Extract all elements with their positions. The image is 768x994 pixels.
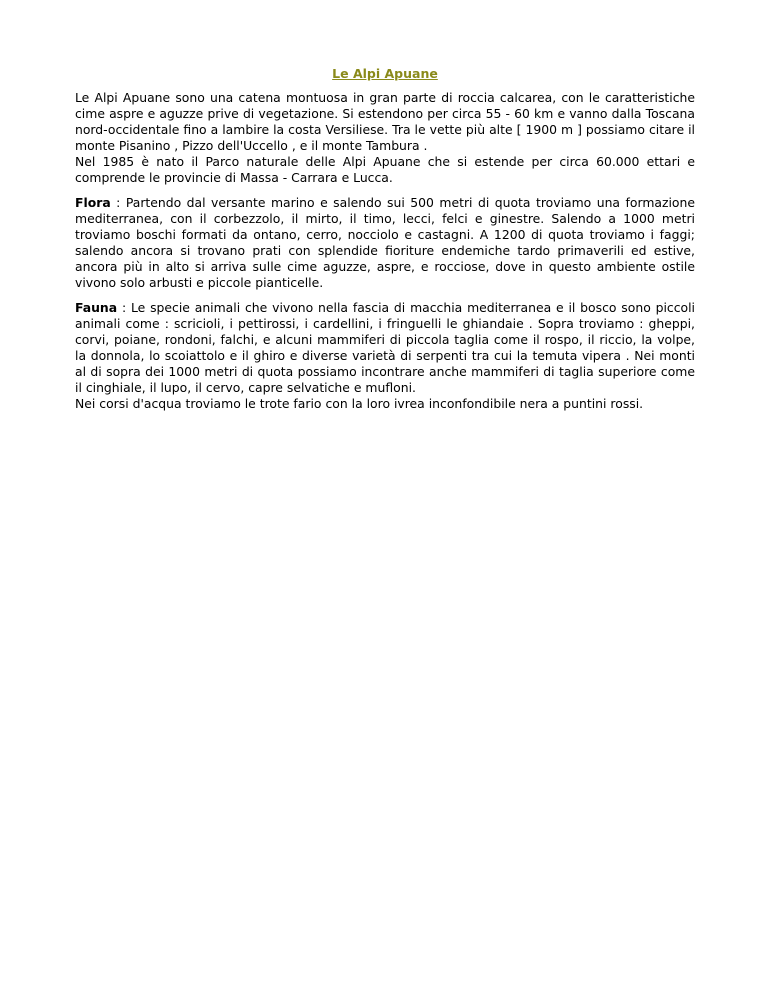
intro-paragraph: [75, 90, 695, 186]
flora-text: : Partendo dal versante marino e salendo sui 500 metri di quota troviamo una formazione mediterranea, con il corbezzolo, il mirto, il timo, lecci, felci e ginestre. Salendo a 1000 metri troviamo boschi formati da ontano, cerro, nocciolo e castagni. A 1200 di quota troviamo i faggi; salendo ancora si trovano prati con splendide fioriture endemiche tardo primaverili ed estive, ancora più in alto si arriva sulle cime aguzze, aspre, e rocciose, dove in questo ambiente ostile vivono solo arbusti e piccole pianticelle.: [75, 195, 695, 290]
fauna-heading: Fauna: [75, 300, 118, 315]
flora-paragraph: [75, 195, 695, 291]
fauna-text: : Le specie animali che vivono nella fascia di macchia mediterranea e il bosco sono piccoli animali come : scricioli, i pettirossi, i cardellini, i fringuelli le ghiandaie . Sopra troviamo : gheppi, corvi, poiane, rondoni, falchi, e alcuni mammiferi di piccola taglia come il rospo, il riccio, la volpe, la donnola, lo scoiattolo e il ghiro e diverse varietà di serpenti tra cui la temuta vipera . Nei monti al di sopra dei 1000 metri di quota possiamo incontrare anche mammiferi di taglia superiore come il cinghiale, il lupo, il cervo, capre selvatiche e mufloni.: [75, 300, 695, 395]
document-page: [75, 60, 695, 421]
park-text: Nel 1985 è nato il Parco naturale delle Alpi Apuane che si estende per circa 60.000 ettari e comprende le provincie di Massa - Carrara e Lucca.: [75, 154, 695, 185]
flora-heading: Flora: [75, 195, 111, 210]
fauna-paragraph: [75, 300, 695, 412]
fauna-body: [75, 300, 695, 396]
page-title: [75, 60, 695, 88]
fauna-water-text: Nei corsi d'acqua troviamo le trote fario con la loro ivrea inconfondibile nera a puntini rossi.: [75, 396, 644, 411]
intro-text: Le Alpi Apuane sono una catena montuosa in gran parte di roccia calcarea, con le caratteristiche cime aspre e aguzze prive di vegetazione. Si estendono per circa 55 - 60 km e vanno dalla Toscana nord-occidentale fino a lambire la costa Versiliese. Tra le vette più alte [ 1900 m ] possiamo citare il monte Pisanino , Pizzo dell'Uccello , e il monte Tambura .: [75, 90, 695, 153]
title-link[interactable]: Le Alpi Apuane: [332, 66, 438, 81]
